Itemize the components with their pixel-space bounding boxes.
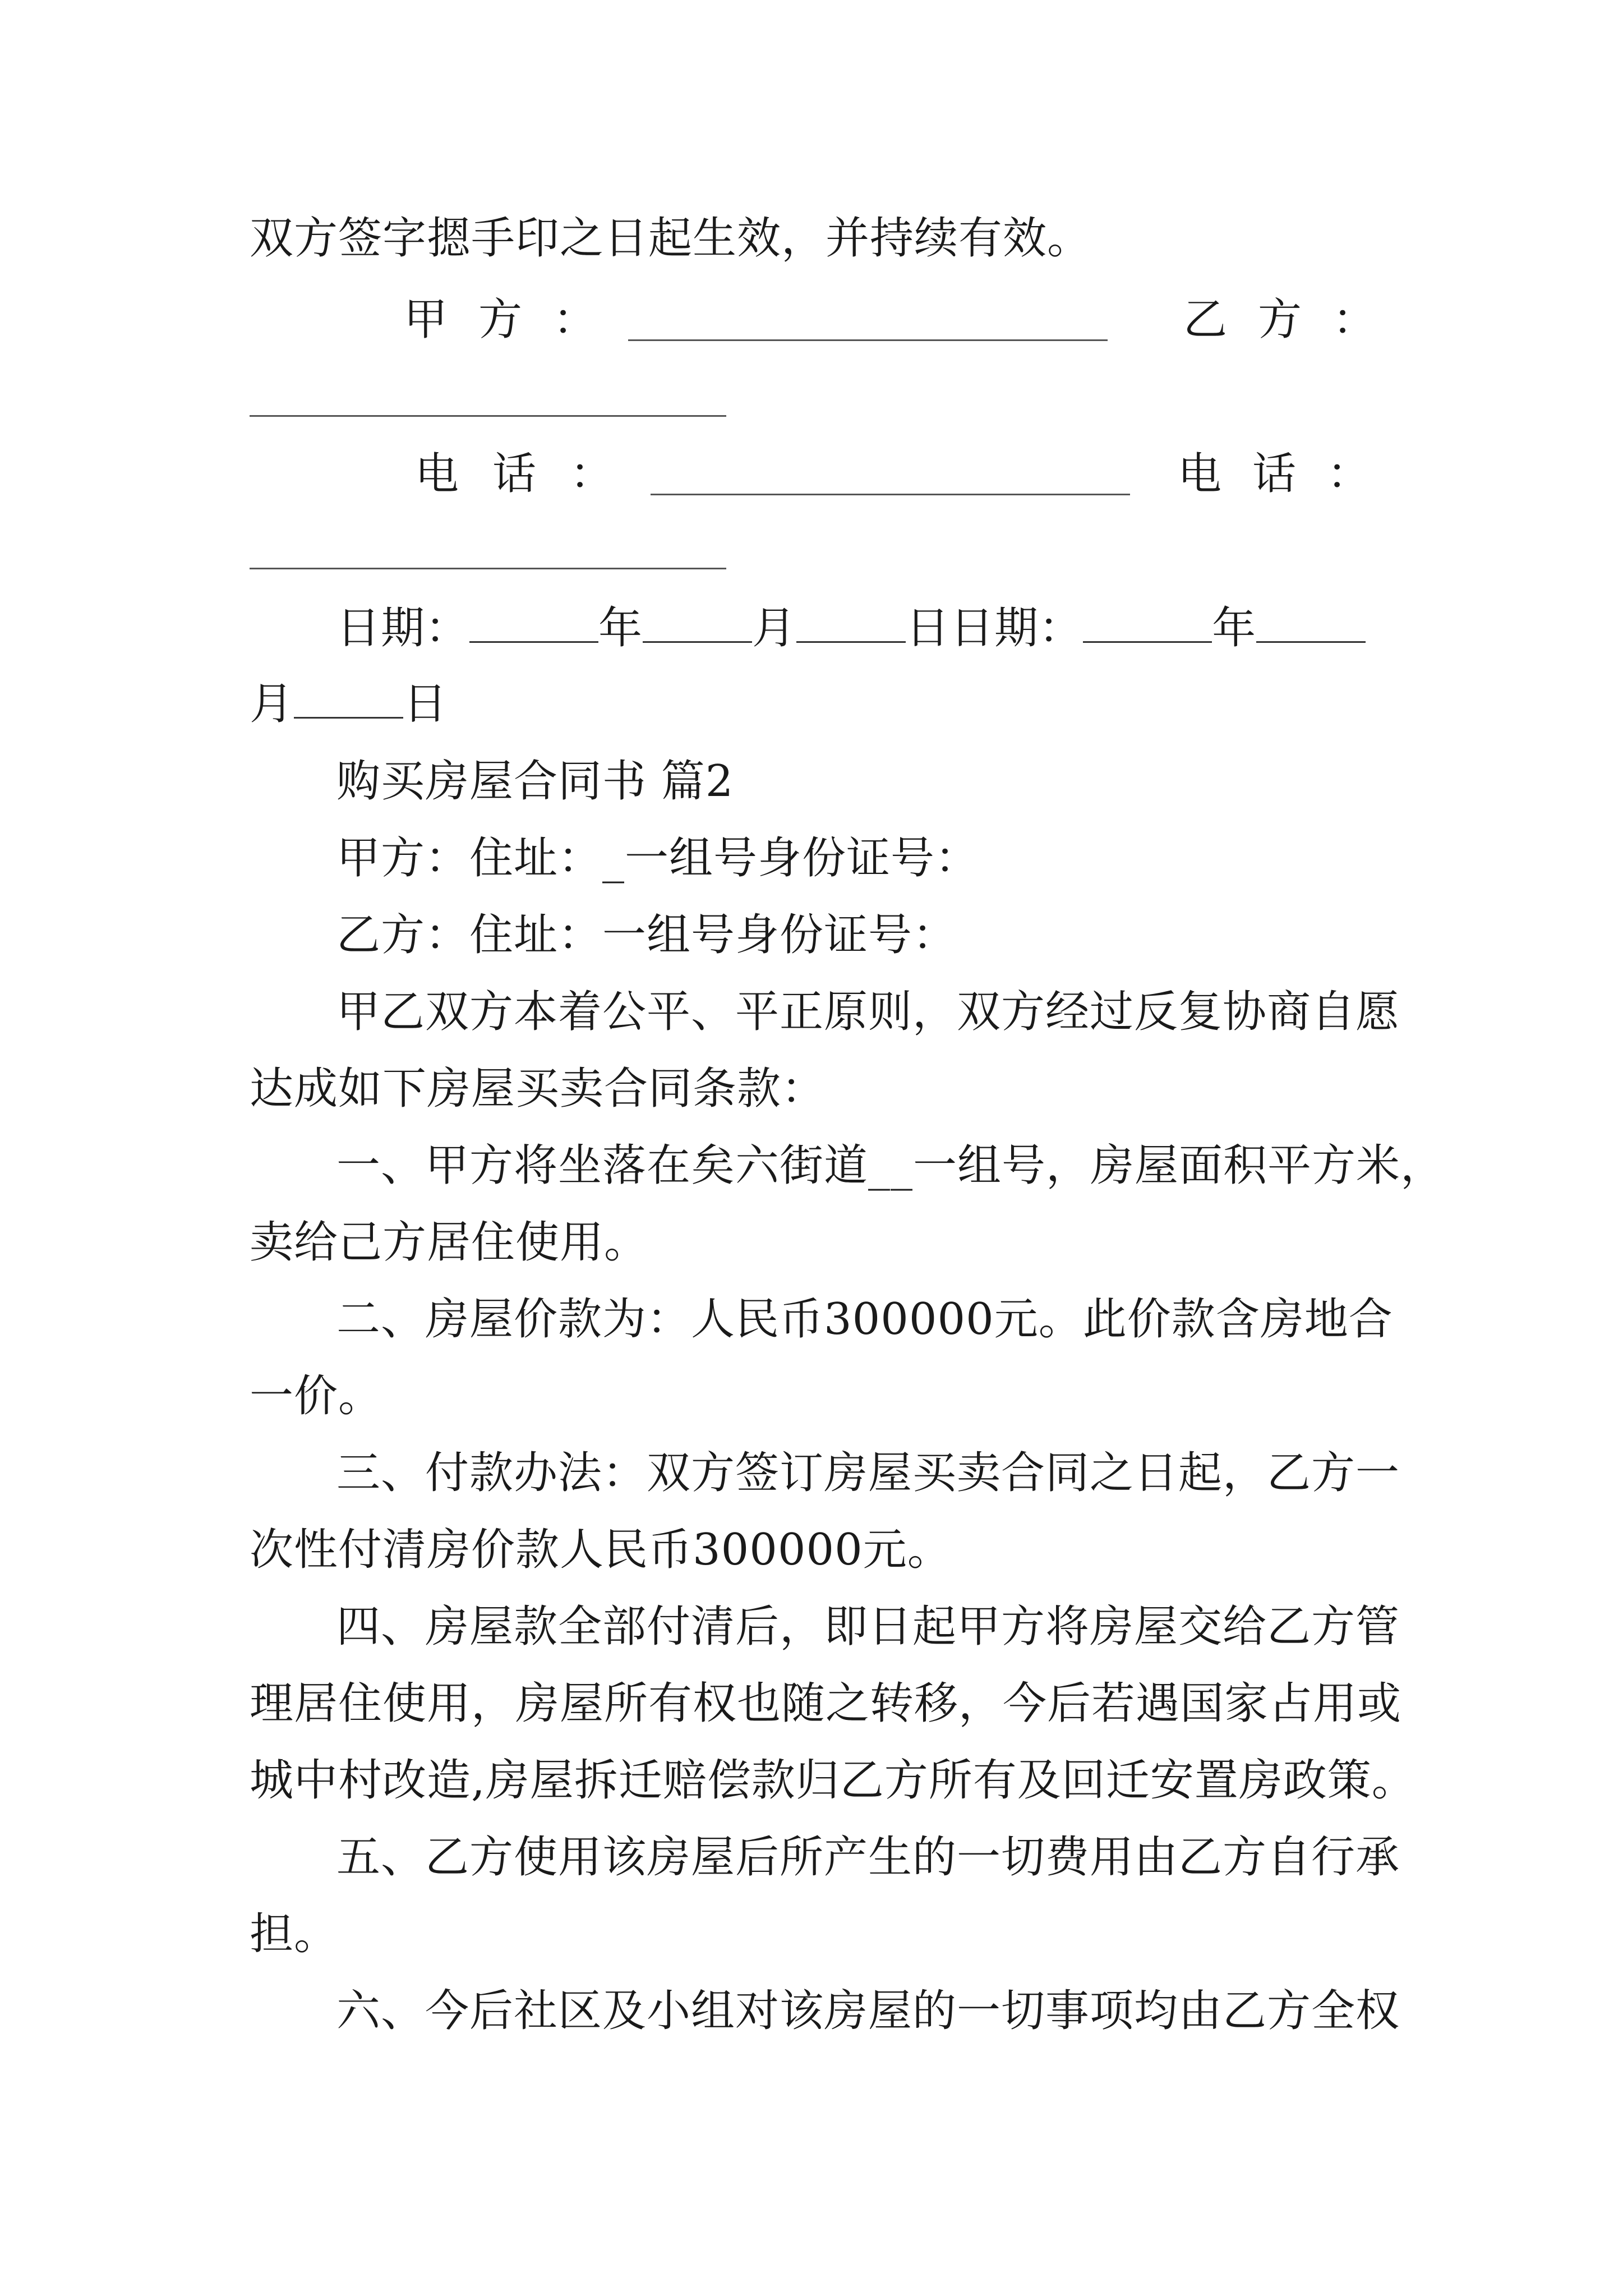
contract-heading (336, 753, 1388, 809)
date-label-1: 日期： (336, 603, 470, 654)
clause-1-line-2: 卖给己方居住使用。 (250, 1217, 649, 1268)
clause-3-line-2: 次性付清房价款人民币300000元。 (250, 1525, 952, 1575)
date-line-1 (336, 600, 1388, 656)
party-a-char-3: ： (553, 295, 597, 345)
month-label-1: 月 (752, 603, 797, 654)
party-a-label (404, 292, 597, 348)
phone-a-char-3: ： (570, 449, 614, 499)
intro-line-2: 达成如下房屋买卖合同条款： (250, 1064, 826, 1114)
day-label-2: 日 (403, 679, 448, 729)
party-b-char-3: ： (1332, 295, 1377, 345)
party-a-address-line (336, 830, 1388, 886)
party-b-char-1: 乙 (1183, 295, 1228, 345)
year-blank-1 (469, 602, 598, 643)
phone-b-label (1178, 446, 1371, 502)
phone-b-line (250, 568, 726, 569)
clause-1-line-1: 一、甲方将坐落在矣六街道__一组号，房屋面积平方米， (336, 1140, 1445, 1191)
clause-2-line-1: 二、房屋价款为：人民币300000元。此价款含房地合 (336, 1294, 1393, 1345)
phone-b-char-2: 话 (1252, 449, 1297, 499)
effective-clause-line (250, 210, 1388, 266)
year-label-1: 年 (598, 603, 643, 654)
year-blank-2 (1083, 602, 1212, 643)
party-b-address-text: 乙方：住址：一组号身份证号： (336, 910, 957, 960)
party-b-address-line (336, 907, 1388, 963)
clause-4-line-2: 理居住使用，房屋所有权也随之转移，今后若遇国家占用或 (250, 1678, 1402, 1729)
party-b-signature-line (250, 415, 726, 417)
clause-2-line-2: 一价。 (250, 1371, 383, 1421)
day-blank-1 (796, 602, 906, 643)
month-blank-2 (1256, 602, 1366, 643)
party-a-address-text: 甲方：住址：_一组号身份证号： (336, 833, 980, 884)
party-a-signature-line (628, 339, 1108, 341)
phone-a-char-1: 电 (415, 449, 459, 499)
clause-4-line-3: 城中村改造,房屋拆迁赔偿款归乙方所有及回迁安置房政策。 (250, 1755, 1416, 1806)
clause-5-line-1: 五、乙方使用该房屋后所产生的一切费用由乙方自行承 (336, 1832, 1400, 1883)
clause-4-line-1: 四、房屋款全部付清后，即日起甲方将房屋交给乙方管 (336, 1602, 1400, 1652)
day-date-label-2: 日日期： (906, 603, 1083, 654)
intro-line-1: 甲乙双方本着公平、平正原则，双方经过反复协商自愿 (336, 987, 1400, 1037)
month-label-2: 月 (250, 679, 294, 729)
month-blank-1 (643, 602, 752, 643)
party-b-label (1183, 292, 1376, 348)
phone-a-char-2: 话 (492, 449, 537, 499)
day-blank-2 (294, 678, 403, 719)
phone-a-label (415, 446, 614, 502)
phone-a-line (651, 494, 1130, 495)
date-line-2 (250, 676, 1388, 732)
clause-3-line-1: 三、付款办法：双方签订房屋买卖合同之日起，乙方一 (336, 1448, 1400, 1498)
clause-6-line-1: 六、今后社区及小组对该房屋的一切事项均由乙方全权 (336, 1986, 1400, 2036)
party-a-char-2: 方 (478, 295, 523, 345)
clause-5-line-2: 担。 (250, 1909, 339, 1959)
year-label-2: 年 (1212, 603, 1257, 654)
effective-clause-text: 双方签字摁手印之日起生效，并持续有效。 (250, 213, 1092, 264)
party-a-char-1: 甲 (404, 295, 448, 345)
party-b-char-2: 方 (1258, 295, 1302, 345)
phone-b-char-3: ： (1327, 449, 1371, 499)
phone-b-char-1: 电 (1178, 449, 1222, 499)
contract-heading-text: 购买房屋合同书 篇2 (336, 756, 734, 807)
